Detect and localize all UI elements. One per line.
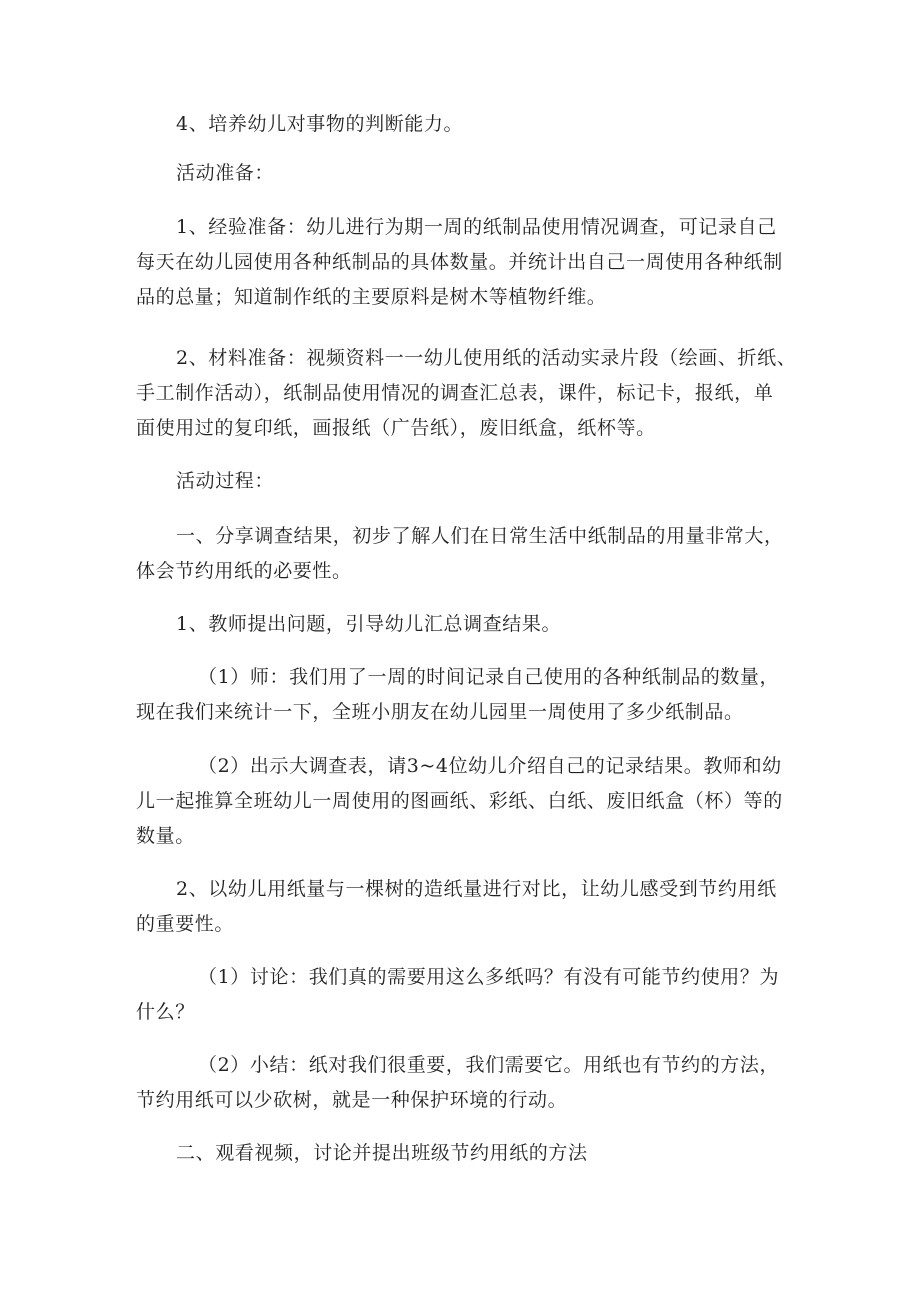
step-one-item-2: 2、以幼儿用纸量与一棵树的造纸量进行对比，让幼儿感受到节约用纸 的重要性。	[136, 878, 777, 935]
step-one-item-2-sub-1: （1）讨论：我们真的需要用这么多纸吗？有没有可能节约使用？为 什么？	[136, 966, 780, 1023]
objective-4: 4、培养幼儿对事物的判断能力。	[176, 113, 464, 135]
step-one-item-1: 1、教师提出问题，引导幼儿汇总调查结果。	[176, 613, 562, 635]
material-preparation: 2、材料准备：视频资料一一幼儿使用纸的活动实录片段（绘画、折纸、 手工制作活动），纸制品使用情况的调查汇总表，课件，标记卡，报纸，单 面使用过的复印纸，画报纸（广告纸），废旧纸盒，纸杯等。	[136, 347, 797, 439]
section-heading-process: 活动过程：	[176, 470, 275, 492]
step-two-heading: 二、观看视频，讨论并提出班级节约用纸的方法	[176, 1142, 588, 1164]
step-one-heading: 一、分享调查结果，初步了解人们在日常生活中纸制品的用量非常大， 体会节约用纸的必要性。	[136, 525, 784, 582]
step-one-item-1-sub-2: （2）出示大调查表，请3~4位幼儿介绍自己的记录结果。教师和幼 儿一起推算全班幼儿一周使用的图画纸、彩纸、白纸、废旧纸盒（杯）等的 数量。	[136, 755, 783, 847]
step-one-item-2-sub-2: （2）小结：纸对我们很重要，我们需要它。用纸也有节约的方法， 节约用纸可以少砍树，就是一种保护环境的行动。	[136, 1054, 780, 1111]
section-heading-preparation: 活动准备：	[176, 162, 275, 184]
step-one-item-1-sub-1: （1）师：我们用了一周的时间记录自己使用的各种纸制品的数量， 现在我们来统计一下，全班小朋友在幼儿园里一周使用了多少纸制品。	[136, 666, 780, 723]
experience-preparation: 1、经验准备：幼儿进行为期一周的纸制品使用情况调查，可记录自己 每天在幼儿园使用各种纸制品的具体数量。并统计出自己一周使用各种纸制 品的总量；知道制作纸的主要原料是树木等植物纤维。	[136, 216, 783, 308]
